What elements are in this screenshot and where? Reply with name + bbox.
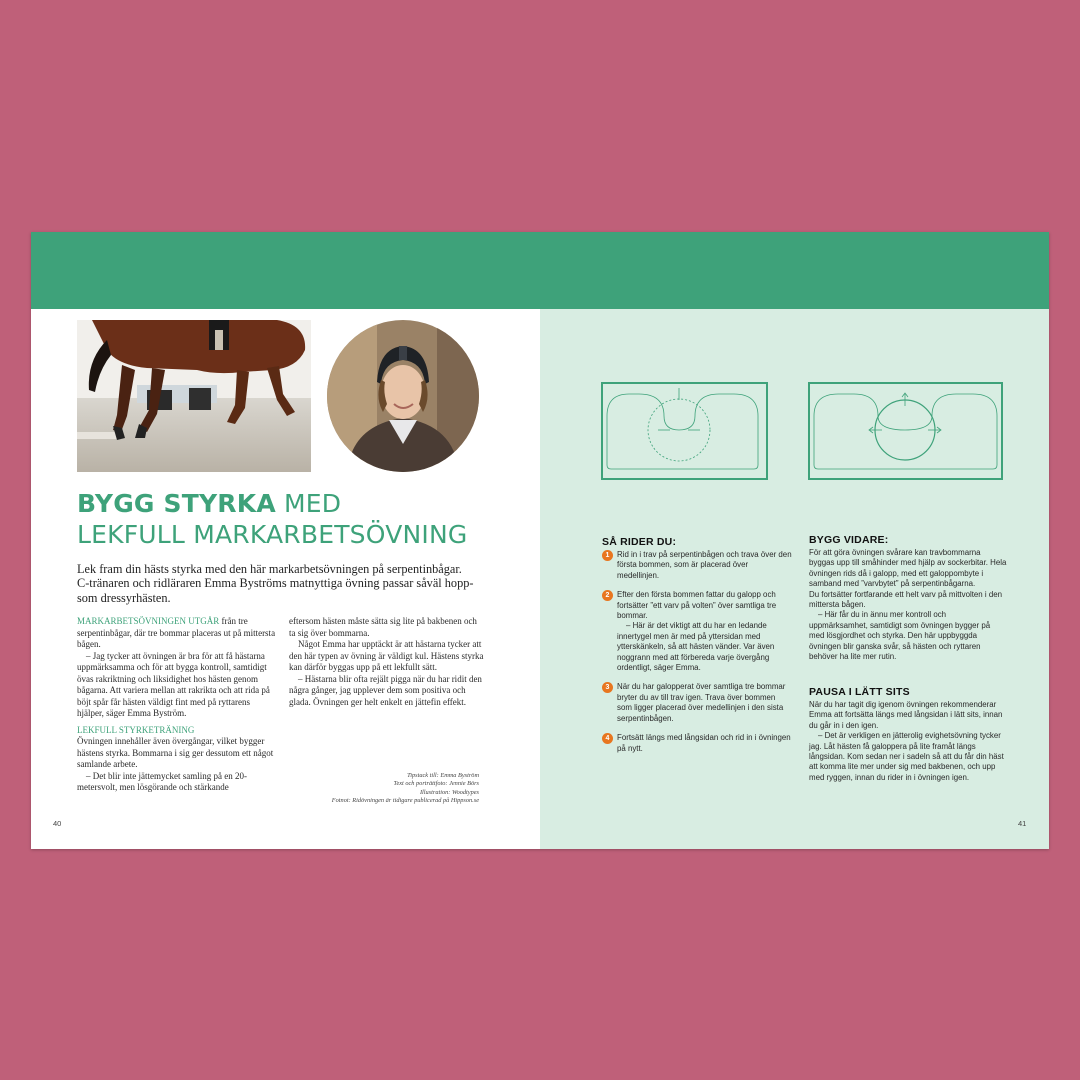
- body-text: Något Emma har upptäckt är att hästarna tycker att den här typen av övning är väldigt kul. Hästens styrka kan därför byggas upp på ett lekfullt sätt.: [289, 639, 484, 672]
- body-text: För att göra övningen svårare kan travbommarna byggas upp till småhinder med hjälp av sockerbitar. Hela övningen rids då i galopp, med ett galoppombyte i samband med ”varvbytet” på serpentinbågarna.: [809, 548, 1007, 589]
- body-text: Du fortsätter fortfarande ett helt varv på mittvolten i den mittersta bågen.: [809, 589, 1002, 610]
- title-line2: LEKFULL MARKARBETSÖVNING: [77, 520, 468, 549]
- step-text: Efter den första bommen fattar du galopp och fortsätter ”ett varv på volten” över samtliga tre bommar.: [617, 590, 777, 621]
- body-text: från tre serpentinbågar, där tre bommar placeras ut på mittersta bågen.: [77, 616, 276, 649]
- body-text: – Det är verkligen en jätterolig evighetsövning tycker jag. Låt hästen få galoppera på lite framåt längs långsidan. Kom sedan ner i sadeln så att du får din häst att komma lite mer under sig med bakbenen, och upp med ryggen, innan du rider in i övningen igen.: [809, 731, 1004, 782]
- step-number-badge: 1: [602, 550, 613, 561]
- pause-column: [809, 700, 1007, 783]
- step-item: [602, 550, 792, 581]
- title-bold: BYGG STYRKA: [77, 489, 276, 518]
- lead-in: MARKARBETSÖVNINGEN UTGÅR: [77, 616, 220, 626]
- step-text: Rid in i trav på serpentinbågen och trava över den första bommen, som är placerad över medellinjen.: [617, 550, 792, 580]
- title-rest: MED: [284, 489, 342, 518]
- credit-line: Tipstack till: Emma Byström: [407, 772, 479, 779]
- step-number-badge: 2: [602, 590, 613, 601]
- body-text: eftersom hästen måste sätta sig lite på bakbenen och ta sig över bommarna.: [289, 616, 477, 638]
- body-text: Övningen innehåller även övergångar, vilket bygger hästens styrka. Bommarna i sig ger dessutom ett något samlande arbete.: [77, 736, 274, 769]
- credit-line: Text och porträttfoto: Jennie Börs: [393, 780, 479, 788]
- page-number-left: 40: [53, 819, 62, 828]
- step-text: När du har galopperat över samtliga tre bommar bryter du av till trav igen. Trava över bommen som ligger placerad över medellinjen i den sista serpentinbågen.: [617, 682, 786, 723]
- step-number-badge: 3: [602, 682, 613, 693]
- step-number-badge: 4: [602, 733, 613, 744]
- top-color-band: [31, 232, 1049, 309]
- step-list: [602, 550, 792, 763]
- credit-line: Illustration: Woodtypes: [419, 788, 479, 796]
- body-text: – Här får du in ännu mer kontroll och uppmärksamhet, samtidigt som övningen bygger på med lösgjordhet och styrka. Den här uppbyggda övningen blir ganska svår, så hästen och ryttaren behöver ha lite mer rutin.: [809, 610, 991, 662]
- rider-heading: SÅ RIDER DU:: [602, 536, 677, 548]
- body-text: När du har tagit dig igenom övningen rekommenderar Emma att fortsätta längs med långsidan i lätt sits, innan du går in i den igen.: [809, 700, 1003, 730]
- credits: [289, 772, 479, 805]
- article-title: [77, 488, 517, 550]
- serpentine-diagram-canter: [808, 382, 1003, 480]
- step-text: Fortsätt längs med långsidan och rid in i övningen på nytt.: [617, 733, 791, 753]
- body-text: – Det blir inte jättemycket samling på en 20-metersvolt, men lösgörande och stärkande: [77, 770, 247, 792]
- page-number-right: 41: [1018, 819, 1027, 828]
- credit-line: Fotnot: Ridövningen är tidigare publicerad på Hippson.se: [331, 796, 479, 804]
- body-column-1: [77, 616, 277, 794]
- body-column-2: [289, 616, 485, 708]
- horse-photo: [77, 320, 311, 472]
- build-heading: BYGG VIDARE:: [809, 534, 889, 546]
- step-item: [602, 733, 792, 754]
- serpentine-diagram-trot: [601, 382, 768, 480]
- pause-heading: PAUSA I LÄTT SITS: [809, 686, 910, 698]
- ingress-text: Lek fram din hästs styrka med den här markarbetsövningen på serpentinbågar. C-tränaren och ridläraren Emma Byströms matnyttiga övning passar såväl hopp- som dressyrhästen.: [77, 562, 474, 605]
- magazine-spread: [31, 232, 1049, 849]
- build-column: [809, 548, 1007, 662]
- body-text: – Hästarna blir ofta rejält pigga när du har ridit den några gånger, jag upplever dem som positiva och glada. Övningen ger helt enkelt en jättefin effekt.: [289, 673, 482, 707]
- body-text: – Jag tycker att övningen är bra för att få hästarna uppmärksamma och för att bygga kontroll, samtidigt övas rakriktning och liksidighet hos hästen genom bågarna. Att variera mellan att rakrikta och att rida på böjt spår får hästen väldigt fint med på ryttarens hjälper, säger Emma Byström.: [77, 650, 270, 718]
- step-item: [602, 590, 792, 673]
- step-extra-text: – Här är det viktigt att du har en ledande innertygel men är med på yttersidan med ytterskänkeln, så att hästen vänder. Var även noggrann med att förbereda varje övergång ordentligt, säger Emma.: [617, 621, 775, 673]
- step-item: [602, 682, 792, 724]
- subheading: LEKFULL STYRKETRÄNING: [77, 724, 195, 735]
- portrait-photo: [327, 320, 479, 472]
